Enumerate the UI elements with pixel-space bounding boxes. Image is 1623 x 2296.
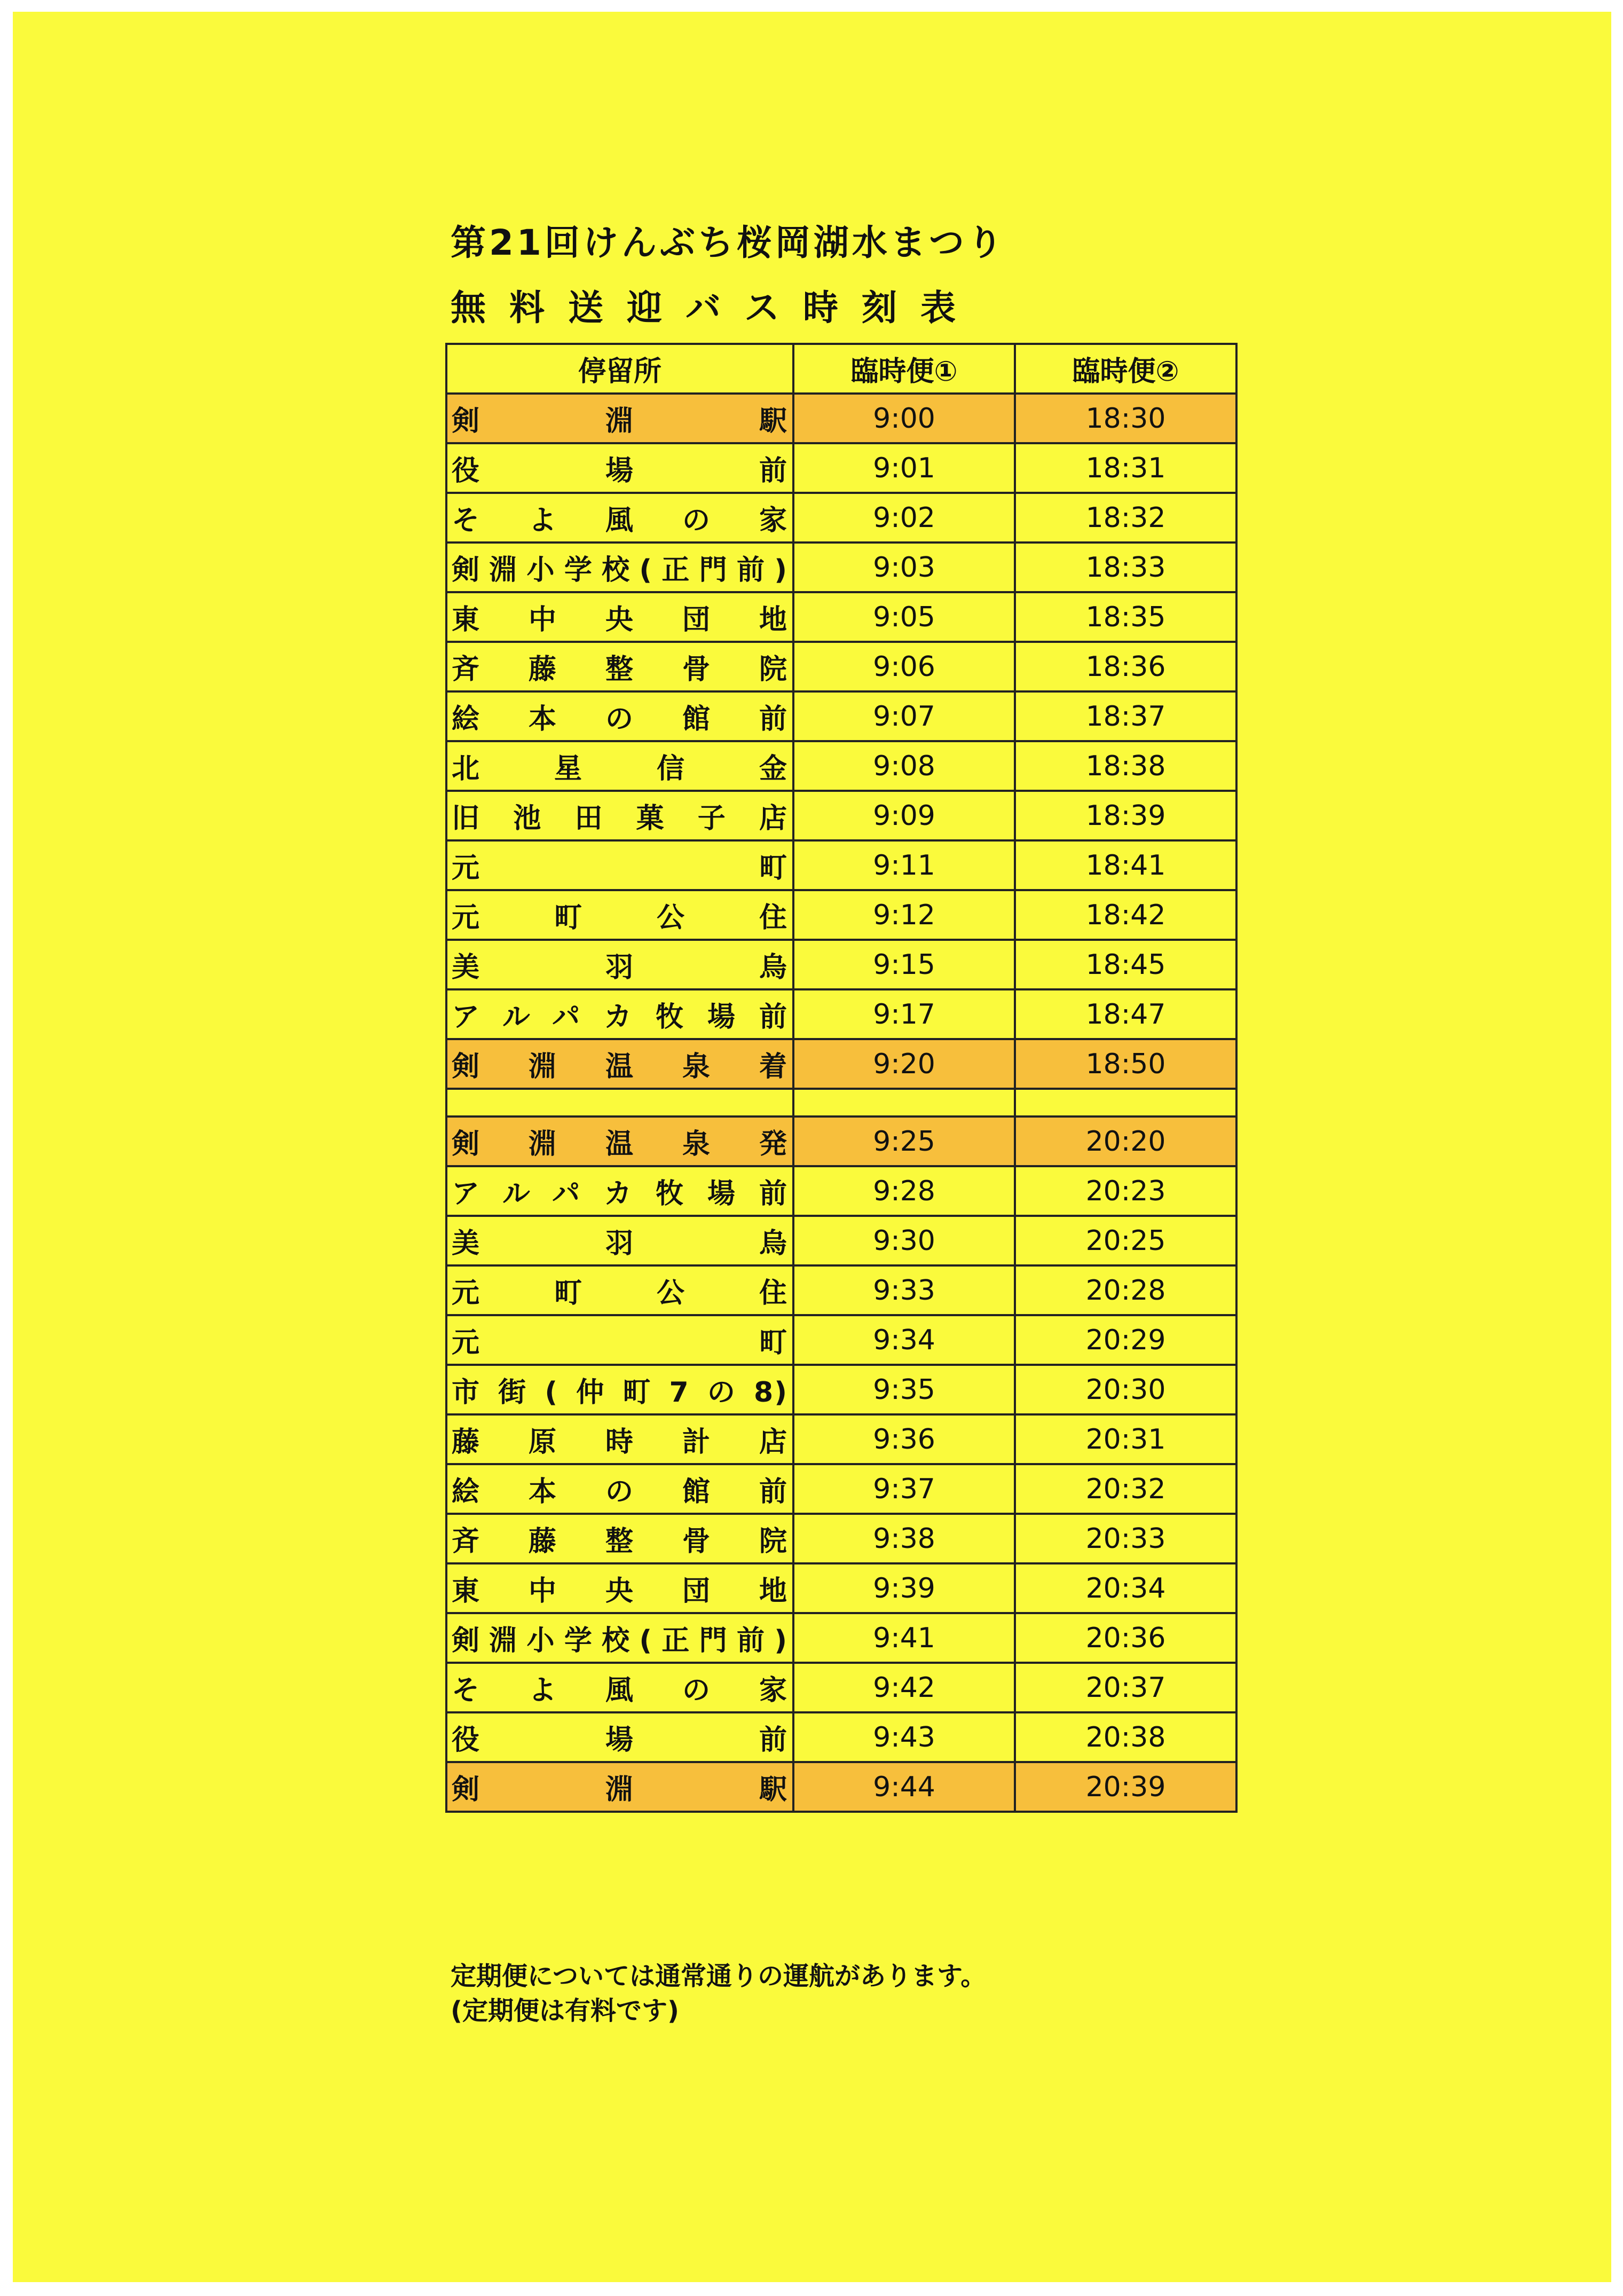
trip-1-time: 9:38 xyxy=(793,1514,1015,1563)
stop-cell: 美羽烏 xyxy=(446,1216,793,1265)
stop-cell: 役場前 xyxy=(446,1712,793,1762)
trip-1-time: 9:30 xyxy=(793,1216,1015,1265)
trip-2-time: 18:50 xyxy=(1015,1039,1236,1089)
table-row xyxy=(446,940,1236,989)
trip-2-time: 20:28 xyxy=(1015,1265,1236,1315)
trip-1-time: 9:06 xyxy=(793,642,1015,691)
stop-cell: 絵本の館前 xyxy=(446,691,793,741)
table-row xyxy=(446,1265,1236,1315)
table-row xyxy=(446,1613,1236,1663)
trip-1-time: 9:36 xyxy=(793,1414,1015,1464)
trip-2-time: 18:39 xyxy=(1015,791,1236,840)
stop-cell: 剣淵温泉発 xyxy=(446,1116,793,1166)
trip-2-time: 18:32 xyxy=(1015,493,1236,542)
trip-1-time: 9:07 xyxy=(793,691,1015,741)
trip-1-time: 9:09 xyxy=(793,791,1015,840)
header-trip-2: 臨時便② xyxy=(1015,344,1236,394)
trip-2-time: 20:33 xyxy=(1015,1514,1236,1563)
table-row xyxy=(446,1762,1236,1812)
table-row xyxy=(446,1663,1236,1712)
trip-1-time: 9:35 xyxy=(793,1365,1015,1414)
trip-1-time: 9:20 xyxy=(793,1039,1015,1089)
table-row xyxy=(446,890,1236,940)
trip-2-time: 20:32 xyxy=(1015,1464,1236,1514)
trip-2-time: 18:45 xyxy=(1015,940,1236,989)
trip-2-time: 18:31 xyxy=(1015,443,1236,493)
trip-1-time: 9:37 xyxy=(793,1464,1015,1514)
spacer-cell xyxy=(1015,1089,1236,1116)
trip-1-time: 9:44 xyxy=(793,1762,1015,1812)
stop-cell: 市街(仲町7の8) xyxy=(446,1365,793,1414)
table-row xyxy=(446,1216,1236,1265)
stop-cell: 剣淵小学校(正門前) xyxy=(446,1613,793,1663)
stop-cell: 藤原時計店 xyxy=(446,1414,793,1464)
page-subtitle: 無料送迎バス時刻表 xyxy=(451,287,979,328)
table-row xyxy=(446,1712,1236,1762)
trip-2-time: 18:37 xyxy=(1015,691,1236,741)
trip-1-time: 9:01 xyxy=(793,443,1015,493)
trip-2-time: 18:35 xyxy=(1015,592,1236,642)
table-row xyxy=(446,1414,1236,1464)
trip-2-time: 20:20 xyxy=(1015,1116,1236,1166)
stop-cell: そよ風の家 xyxy=(446,1663,793,1712)
table-row xyxy=(446,542,1236,592)
trip-1-time: 9:39 xyxy=(793,1563,1015,1613)
trip-2-time: 20:36 xyxy=(1015,1613,1236,1663)
trip-2-time: 20:31 xyxy=(1015,1414,1236,1464)
stop-cell: 東中央団地 xyxy=(446,592,793,642)
table-row xyxy=(446,1563,1236,1613)
stop-cell: 剣淵小学校(正門前) xyxy=(446,542,793,592)
trip-1-time: 9:33 xyxy=(793,1265,1015,1315)
stop-cell: そよ風の家 xyxy=(446,493,793,542)
table-row xyxy=(446,642,1236,691)
trip-1-time: 9:15 xyxy=(793,940,1015,989)
stop-cell: 剣淵駅 xyxy=(446,394,793,443)
stop-cell: 斉藤整骨院 xyxy=(446,1514,793,1563)
timetable-body xyxy=(446,394,1236,1812)
trip-1-time: 9:03 xyxy=(793,542,1015,592)
trip-2-time: 18:47 xyxy=(1015,989,1236,1039)
trip-2-time: 20:38 xyxy=(1015,1712,1236,1762)
trip-1-time: 9:25 xyxy=(793,1116,1015,1166)
trip-2-time: 20:30 xyxy=(1015,1365,1236,1414)
trip-2-time: 20:29 xyxy=(1015,1315,1236,1365)
spacer-cell xyxy=(793,1089,1015,1116)
stop-cell: 剣淵駅 xyxy=(446,1762,793,1812)
trip-2-time: 20:25 xyxy=(1015,1216,1236,1265)
trip-1-time: 9:17 xyxy=(793,989,1015,1039)
table-row xyxy=(446,1315,1236,1365)
stop-cell: 剣淵温泉着 xyxy=(446,1039,793,1089)
stop-cell: アルパカ牧場前 xyxy=(446,989,793,1039)
trip-2-time: 18:38 xyxy=(1015,741,1236,791)
trip-1-time: 9:34 xyxy=(793,1315,1015,1365)
trip-2-time: 18:42 xyxy=(1015,890,1236,940)
stop-cell: 絵本の館前 xyxy=(446,1464,793,1514)
table-row xyxy=(446,443,1236,493)
table-spacer-row xyxy=(446,1089,1236,1116)
table-row xyxy=(446,592,1236,642)
trip-2-time: 18:33 xyxy=(1015,542,1236,592)
stop-cell: 斉藤整骨院 xyxy=(446,642,793,691)
stop-cell: 東中央団地 xyxy=(446,1563,793,1613)
trip-1-time: 9:42 xyxy=(793,1663,1015,1712)
table-row xyxy=(446,1514,1236,1563)
trip-2-time: 20:23 xyxy=(1015,1166,1236,1216)
trip-2-time: 20:34 xyxy=(1015,1563,1236,1613)
trip-2-time: 18:41 xyxy=(1015,840,1236,890)
table-row xyxy=(446,741,1236,791)
stop-cell: 元町 xyxy=(446,840,793,890)
table-row xyxy=(446,989,1236,1039)
trip-1-time: 9:02 xyxy=(793,493,1015,542)
stop-cell: アルパカ牧場前 xyxy=(446,1166,793,1216)
stop-cell: 元町 xyxy=(446,1315,793,1365)
stop-cell: 北星信金 xyxy=(446,741,793,791)
trip-2-time: 18:30 xyxy=(1015,394,1236,443)
trip-1-time: 9:41 xyxy=(793,1613,1015,1663)
footnote-fare: (定期便は有料です) xyxy=(451,1996,679,2026)
trip-1-time: 9:43 xyxy=(793,1712,1015,1762)
stop-cell: 役場前 xyxy=(446,443,793,493)
trip-2-time: 20:37 xyxy=(1015,1663,1236,1712)
trip-1-time: 9:11 xyxy=(793,840,1015,890)
table-row xyxy=(446,1166,1236,1216)
table-row xyxy=(446,394,1236,443)
paper-sheet xyxy=(13,12,1611,2282)
trip-1-time: 9:08 xyxy=(793,741,1015,791)
table-row xyxy=(446,1116,1236,1166)
table-row xyxy=(446,1039,1236,1089)
trip-1-time: 9:12 xyxy=(793,890,1015,940)
trip-1-time: 9:28 xyxy=(793,1166,1015,1216)
trip-1-time: 9:00 xyxy=(793,394,1015,443)
trip-1-time: 9:05 xyxy=(793,592,1015,642)
header-stop: 停留所 xyxy=(446,344,793,394)
table-row xyxy=(446,493,1236,542)
stop-cell: 元町公住 xyxy=(446,890,793,940)
table-row xyxy=(446,691,1236,741)
trip-2-time: 20:39 xyxy=(1015,1762,1236,1812)
table-row xyxy=(446,1464,1236,1514)
table-row xyxy=(446,1365,1236,1414)
table-row xyxy=(446,791,1236,840)
table-row xyxy=(446,840,1236,890)
header-trip-1: 臨時便① xyxy=(793,344,1015,394)
trip-2-time: 18:36 xyxy=(1015,642,1236,691)
stop-cell: 元町公住 xyxy=(446,1265,793,1315)
spacer-cell xyxy=(446,1089,793,1116)
stop-cell: 美羽烏 xyxy=(446,940,793,989)
stop-cell: 旧池田菓子店 xyxy=(446,791,793,840)
bus-timetable xyxy=(445,343,1238,1813)
footnote-regular-service: 定期便については通常通りの運航があります。 xyxy=(451,1961,987,1991)
page-title: 第21回けんぶち桜岡湖水まつり xyxy=(451,222,1006,263)
table-header-row xyxy=(446,344,1236,394)
